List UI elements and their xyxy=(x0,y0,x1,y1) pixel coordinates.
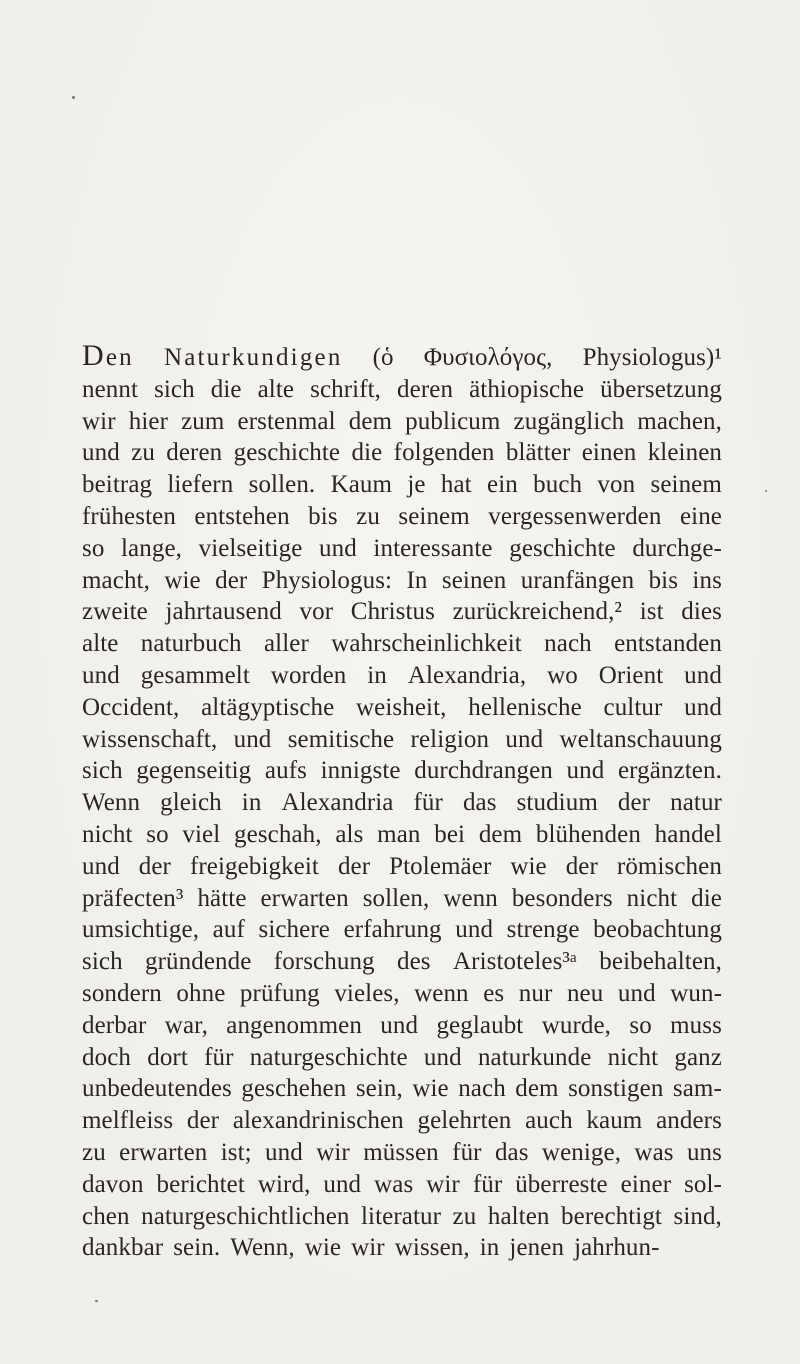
word: dies xyxy=(681,598,722,626)
word: in xyxy=(479,1234,500,1262)
word: worden xyxy=(270,661,347,689)
word: der xyxy=(337,852,371,880)
word: sollen. xyxy=(248,471,316,499)
word: deren xyxy=(166,439,223,467)
word: sind, xyxy=(673,1202,722,1230)
word: seinem xyxy=(398,502,470,530)
word: macht, xyxy=(82,566,150,594)
word: deren xyxy=(397,375,454,403)
word: wo xyxy=(547,661,578,689)
text-line xyxy=(82,914,722,946)
word: beitrag xyxy=(82,471,153,499)
word: Aristoteles³ᵃ xyxy=(453,948,577,976)
word: nennt xyxy=(82,375,139,403)
word: Occident, xyxy=(82,693,180,721)
text-line xyxy=(82,339,722,374)
word: nur xyxy=(518,979,553,1007)
word: nicht xyxy=(82,820,133,848)
word: handel xyxy=(654,820,722,848)
word: schrift, xyxy=(310,375,382,403)
word: geschichte xyxy=(233,439,341,467)
word: der xyxy=(215,566,248,594)
word: machen, xyxy=(637,407,722,435)
word: gesammelt xyxy=(140,661,250,689)
word: das xyxy=(462,789,497,817)
word: publicum xyxy=(405,407,501,435)
word: chen xyxy=(82,1202,130,1230)
word: Wenn xyxy=(82,789,141,817)
word: eine xyxy=(679,502,722,530)
word: ist; xyxy=(220,1138,252,1166)
word: sonstigen xyxy=(568,1075,664,1103)
word: bei xyxy=(434,820,466,848)
word: literatur xyxy=(361,1202,442,1230)
word: sich xyxy=(82,757,123,785)
word: Φυσιολόγος, xyxy=(423,344,553,371)
word: angenommen xyxy=(226,1011,362,1039)
word: geschah, xyxy=(234,820,322,848)
word: religion xyxy=(410,725,490,753)
word: zurückreichend,² xyxy=(452,598,623,626)
word: und xyxy=(380,1011,419,1039)
word: erstenmal xyxy=(237,407,336,435)
word: und xyxy=(505,725,544,753)
word: wenn xyxy=(414,979,469,1007)
text-line xyxy=(82,406,722,438)
text-line xyxy=(82,787,722,819)
word: hätte xyxy=(197,884,247,912)
word: liefern xyxy=(167,471,234,499)
paper-speck xyxy=(95,1300,98,1302)
word: davon xyxy=(82,1170,144,1198)
word: sondern xyxy=(82,979,162,1007)
word: wissen, xyxy=(394,1234,470,1262)
word: wenige, xyxy=(541,1138,622,1166)
word: freigebigkeit xyxy=(189,852,319,880)
word: zum xyxy=(181,407,225,435)
word: wird, xyxy=(257,1170,311,1198)
word: übersetzung xyxy=(600,375,722,403)
text-line xyxy=(82,501,722,533)
word: bis xyxy=(308,502,338,530)
word: zu xyxy=(131,439,155,467)
word: naturkunde xyxy=(477,1043,592,1071)
word: in xyxy=(241,789,262,817)
word: von xyxy=(597,471,636,499)
word: Alexandria, xyxy=(407,661,527,689)
text-line xyxy=(82,660,722,692)
text-line xyxy=(82,755,722,787)
word: kleinen xyxy=(647,439,722,467)
word: der xyxy=(617,789,651,817)
word: zweite xyxy=(82,598,148,626)
word: wun- xyxy=(670,979,722,1007)
word: ganz xyxy=(674,1043,722,1071)
word: so xyxy=(82,534,105,562)
word: blätter xyxy=(505,439,571,467)
word: ergänzten. xyxy=(617,757,722,785)
word: lange, xyxy=(121,534,183,562)
word: und xyxy=(82,852,120,880)
word: wie xyxy=(304,1234,342,1262)
word: alexandrinischen xyxy=(232,1107,404,1135)
text-line xyxy=(82,1010,722,1042)
word: und xyxy=(617,979,656,1007)
word: sein. xyxy=(173,1234,221,1262)
word: altägyptische xyxy=(201,693,335,721)
word: der xyxy=(565,852,598,880)
word: hat xyxy=(440,471,472,499)
word: Christus xyxy=(350,598,435,626)
word: forschung xyxy=(273,948,375,976)
word: äthiopische xyxy=(469,375,585,403)
word: was xyxy=(374,1170,414,1198)
word: anders xyxy=(656,1107,722,1135)
word: und xyxy=(323,1170,362,1198)
word: war, xyxy=(164,1011,208,1039)
word: dem xyxy=(348,407,393,435)
paper-speck xyxy=(72,96,75,99)
text-line xyxy=(82,469,722,501)
word: wir xyxy=(82,407,116,435)
text-line xyxy=(82,565,722,597)
word: dankbar xyxy=(82,1234,164,1262)
word: die xyxy=(351,439,383,467)
word: und xyxy=(423,1043,462,1071)
word: die xyxy=(210,375,242,403)
word: doch xyxy=(82,1043,131,1071)
paper-speck xyxy=(765,490,767,492)
word: Alexandria xyxy=(281,789,394,817)
word: semitische xyxy=(287,725,395,753)
word: ein xyxy=(487,471,518,499)
word: berichtet xyxy=(156,1170,245,1198)
word: besonders xyxy=(511,884,613,912)
initial-letter: D xyxy=(82,339,106,372)
word: und xyxy=(265,1138,303,1166)
word: man xyxy=(377,820,421,848)
word: ins xyxy=(692,566,722,594)
word: naturbuch xyxy=(140,630,242,658)
word: seinem xyxy=(650,471,722,499)
word: nicht xyxy=(626,884,678,912)
word: dort xyxy=(147,1043,188,1071)
word: und xyxy=(455,916,494,944)
word: das xyxy=(494,1138,529,1166)
word: jenen xyxy=(509,1234,565,1262)
word: und xyxy=(684,661,722,689)
word: die xyxy=(691,884,722,912)
word: Den xyxy=(82,339,134,372)
word: durchge- xyxy=(632,534,722,562)
word: geschehen xyxy=(241,1075,347,1103)
word: als xyxy=(335,820,364,848)
word: Kaum xyxy=(330,471,393,499)
word: Naturkundigen xyxy=(163,344,343,371)
word: natur xyxy=(670,789,722,817)
word: vieles, xyxy=(334,979,400,1007)
word: cultur xyxy=(603,693,663,721)
text-line xyxy=(82,946,722,978)
word: wissenschaft, xyxy=(82,725,218,753)
text-line xyxy=(82,1137,722,1169)
word: je xyxy=(407,471,426,499)
word: gleich xyxy=(160,789,222,817)
word: neu xyxy=(566,979,604,1007)
word: uns xyxy=(686,1138,722,1166)
word: Physiologus: xyxy=(261,566,393,594)
word: und xyxy=(82,439,120,467)
word: nach xyxy=(544,630,592,658)
word: alte xyxy=(82,630,119,658)
word: präfecten³ xyxy=(82,884,184,912)
word: sol- xyxy=(684,1170,722,1198)
word: Wenn, xyxy=(230,1234,295,1262)
word: hier xyxy=(128,407,169,435)
word: bis xyxy=(648,566,679,594)
word: sam- xyxy=(672,1075,722,1103)
word: aufs xyxy=(264,757,307,785)
text-line xyxy=(82,628,722,660)
word: naturgeschichtlichen xyxy=(141,1202,350,1230)
word: ist xyxy=(639,598,664,626)
text-line xyxy=(82,596,722,628)
word: und xyxy=(684,693,722,721)
word: wahrscheinlichkeit xyxy=(331,630,522,658)
word: so xyxy=(146,820,169,848)
text-line xyxy=(82,1042,722,1074)
word: vergessenwerden xyxy=(488,502,662,530)
word: uranfängen xyxy=(520,566,635,594)
word: derbar xyxy=(82,1011,147,1039)
word: erwarten xyxy=(119,1138,208,1166)
word: wir xyxy=(316,1138,350,1166)
text-line xyxy=(82,437,722,469)
word: römischen xyxy=(616,852,722,880)
word: jahrtausend xyxy=(165,598,282,626)
text-line xyxy=(82,1105,722,1137)
text-line xyxy=(82,819,722,851)
word: alte xyxy=(257,375,295,403)
word: müssen xyxy=(363,1138,439,1166)
word: In xyxy=(406,566,428,594)
word: seinen xyxy=(441,566,507,594)
word: für xyxy=(204,1043,234,1071)
word: wie xyxy=(510,852,547,880)
word: auch xyxy=(525,1107,573,1135)
word: hellenische xyxy=(468,693,582,721)
word: beibehalten, xyxy=(599,948,722,976)
word: wir xyxy=(351,1234,385,1262)
word: jahrhun- xyxy=(574,1234,660,1262)
word: wir xyxy=(426,1170,460,1198)
word: entstanden xyxy=(614,630,722,658)
word: zu xyxy=(82,1138,106,1166)
word: vor xyxy=(299,598,334,626)
word: folgenden xyxy=(393,439,495,467)
word: und xyxy=(233,725,272,753)
word: berechtigt xyxy=(561,1202,662,1230)
text-line xyxy=(82,692,722,724)
word: durchdrangen xyxy=(414,757,553,785)
word: beobachtung xyxy=(593,916,722,944)
word: es xyxy=(483,979,505,1007)
word: wenn xyxy=(443,884,498,912)
word: nach xyxy=(458,1075,506,1103)
word: und xyxy=(82,661,120,689)
word: zugänglich xyxy=(513,407,625,435)
text-line xyxy=(82,533,722,565)
word: muss xyxy=(670,1011,722,1039)
word: und xyxy=(566,757,605,785)
text-line xyxy=(82,374,722,406)
word: sichere xyxy=(258,916,330,944)
text-line xyxy=(82,978,722,1010)
word: dem xyxy=(478,820,523,848)
word: und xyxy=(319,534,357,562)
word: der xyxy=(138,852,171,880)
word: interessante xyxy=(373,534,493,562)
word: frühesten xyxy=(82,502,176,530)
word: wie xyxy=(164,566,201,594)
word: der xyxy=(186,1107,220,1135)
word: erfahrung xyxy=(343,916,442,944)
word: umsichtige, xyxy=(82,916,200,944)
word: kaum xyxy=(586,1107,643,1135)
word: Ptolemäer xyxy=(389,852,492,880)
word: weisheit, xyxy=(356,693,447,721)
word: was xyxy=(634,1138,674,1166)
word: so xyxy=(629,1011,652,1039)
word: viel xyxy=(182,820,221,848)
word: geschichte xyxy=(509,534,616,562)
word: innigste xyxy=(320,757,401,785)
word: sich xyxy=(154,375,195,403)
word: auf xyxy=(212,916,245,944)
word: für xyxy=(452,1138,482,1166)
word: einen xyxy=(581,439,637,467)
word: ohne xyxy=(176,979,226,1007)
text-line xyxy=(82,1169,722,1201)
word: Physiologus)¹ xyxy=(582,344,722,371)
word: sein, xyxy=(355,1075,403,1103)
word: naturgeschichte xyxy=(249,1043,408,1071)
text-line xyxy=(82,724,722,756)
word: dem xyxy=(515,1075,559,1103)
word: prüfung xyxy=(239,979,320,1007)
text-line xyxy=(82,883,722,915)
text-line xyxy=(82,1073,722,1105)
word: für xyxy=(472,1170,503,1198)
word: Orient xyxy=(598,661,664,689)
text-line xyxy=(82,851,722,883)
word: sich xyxy=(82,948,123,976)
word: blühenden xyxy=(535,820,641,848)
word: einer xyxy=(620,1170,672,1198)
word: vielseitige xyxy=(198,534,303,562)
body-text xyxy=(82,339,722,1264)
word: gegenseitig xyxy=(136,757,252,785)
word: zu xyxy=(452,1202,477,1230)
word: (ὁ xyxy=(372,344,394,371)
word: melfleiss xyxy=(82,1107,174,1135)
word: studium xyxy=(516,789,598,817)
word: aller xyxy=(263,630,309,658)
word: wurde, xyxy=(541,1011,612,1039)
word: in xyxy=(367,661,387,689)
word: nicht xyxy=(607,1043,659,1071)
word: überreste xyxy=(515,1170,608,1198)
word: erwarten xyxy=(260,884,349,912)
word: des xyxy=(397,948,431,976)
word: entstehen xyxy=(194,502,290,530)
word: gelehrten xyxy=(417,1107,512,1135)
word: sollen, xyxy=(362,884,430,912)
word: halten xyxy=(487,1202,550,1230)
word: unbedeutendes xyxy=(82,1075,232,1103)
word: strenge xyxy=(506,916,580,944)
word: buch xyxy=(533,471,583,499)
text-line xyxy=(82,1201,722,1233)
word: geglaubt xyxy=(436,1011,524,1039)
word: zu xyxy=(356,502,380,530)
word: gründende xyxy=(145,948,252,976)
text-line-last xyxy=(82,1232,722,1264)
word: für xyxy=(413,789,443,817)
word: weltanschauung xyxy=(559,725,722,753)
word: wie xyxy=(412,1075,449,1103)
